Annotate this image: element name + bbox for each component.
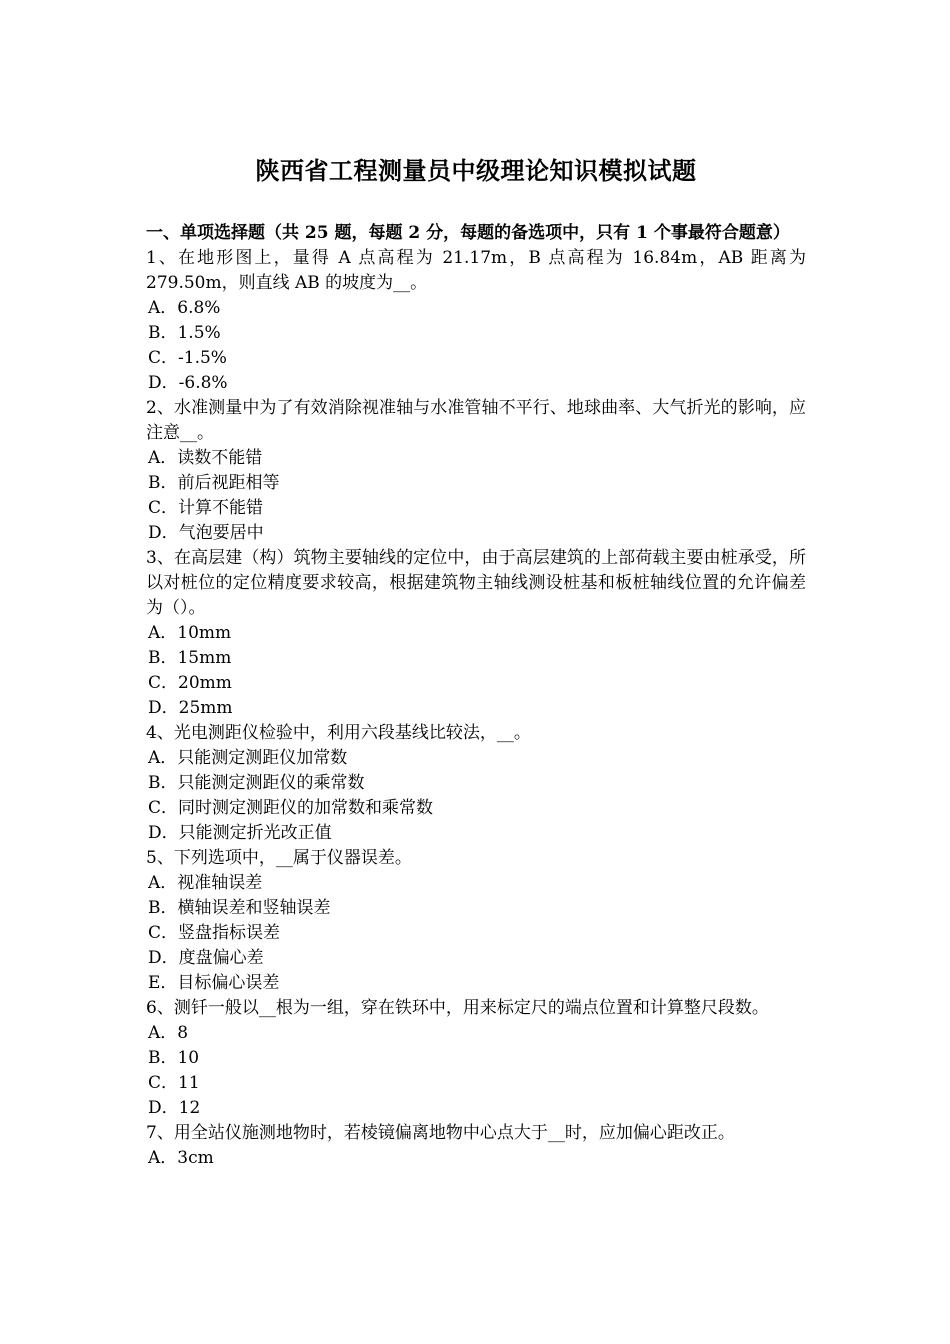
question-stem: 6、测钎一般以__根为一组，穿在铁环中，用来标定尺的端点位置和计算整尺段数。 <box>146 998 769 1018</box>
answer-option: B．15mm <box>148 648 232 668</box>
answer-option: E．目标偏心误差 <box>148 973 280 993</box>
answer-option: A．6.8% <box>148 298 221 318</box>
question-stem: 5、下列选项中，__属于仪器误差。 <box>146 848 412 868</box>
question-list <box>146 246 806 1171</box>
answer-option: D．12 <box>148 1098 201 1118</box>
question-item <box>146 996 806 1121</box>
answer-option: D．度盘偏心差 <box>148 948 264 968</box>
answer-option: A．3cm <box>148 1148 214 1168</box>
answer-option: A．视准轴误差 <box>148 873 263 893</box>
question-item <box>146 546 806 721</box>
answer-option: B．10 <box>148 1048 200 1068</box>
answer-option: D．-6.8% <box>148 373 228 393</box>
question-stem: 7、用全站仪施测地物时，若棱镜偏离地物中心点大于__时，应加偏心距改正。 <box>146 1123 735 1143</box>
question-stem: 4、光电测距仪检验中，利用六段基线比较法，__。 <box>146 723 531 743</box>
answer-option: B．前后视距相等 <box>148 473 280 493</box>
answer-option: A．读数不能错 <box>148 448 263 468</box>
answer-option: A．只能测定测距仪加常数 <box>148 748 348 768</box>
answer-option: D．只能测定折光改正值 <box>148 823 332 843</box>
question-item <box>146 721 806 846</box>
answer-option: B．1.5% <box>148 323 221 343</box>
answer-option: A．10mm <box>148 623 232 643</box>
answer-option: C．20mm <box>148 673 232 693</box>
answer-option: B．只能测定测距仪的乘常数 <box>148 773 365 793</box>
section-heading: 一、单项选择题（共 25 题，每题 2 分，每题的备选项中，只有 1 个事最符合题意） <box>146 223 790 243</box>
answer-option: C．同时测定测距仪的加常数和乘常数 <box>148 798 434 818</box>
question-item <box>146 846 806 996</box>
answer-option: A．8 <box>148 1023 189 1043</box>
answer-option: D．气泡要居中 <box>148 523 264 543</box>
answer-option: C．计算不能错 <box>148 498 264 518</box>
answer-option: C．-1.5% <box>148 348 227 368</box>
question-stem: 1、在地形图上，量得 A 点高程为 21.17m，B 点高程为 16.84m，AB 距离为 279.50m，则直线 AB 的坡度为__。 <box>146 248 806 293</box>
answer-option: C．11 <box>148 1073 200 1093</box>
answer-option: B．横轴误差和竖轴误差 <box>148 898 331 918</box>
question-item <box>146 1121 806 1171</box>
answer-option: C．竖盘指标误差 <box>148 923 281 943</box>
question-item <box>146 246 806 396</box>
answer-option: D．25mm <box>148 698 233 718</box>
document-title: 陕西省工程测量员中级理论知识模拟试题 <box>255 156 697 185</box>
question-item <box>146 396 806 546</box>
question-stem: 3、在高层建（构）筑物主要轴线的定位中，由于高层建筑的上部荷载主要由桩承受，所以对桩位的定位精度要求较高，根据建筑物主轴线测设桩基和板桩轴线位置的允许偏差为（）。 <box>146 548 806 618</box>
question-stem: 2、水准测量中为了有效消除视准轴与水准管轴不平行、地球曲率、大气折光的影响，应注意__。 <box>146 398 806 443</box>
